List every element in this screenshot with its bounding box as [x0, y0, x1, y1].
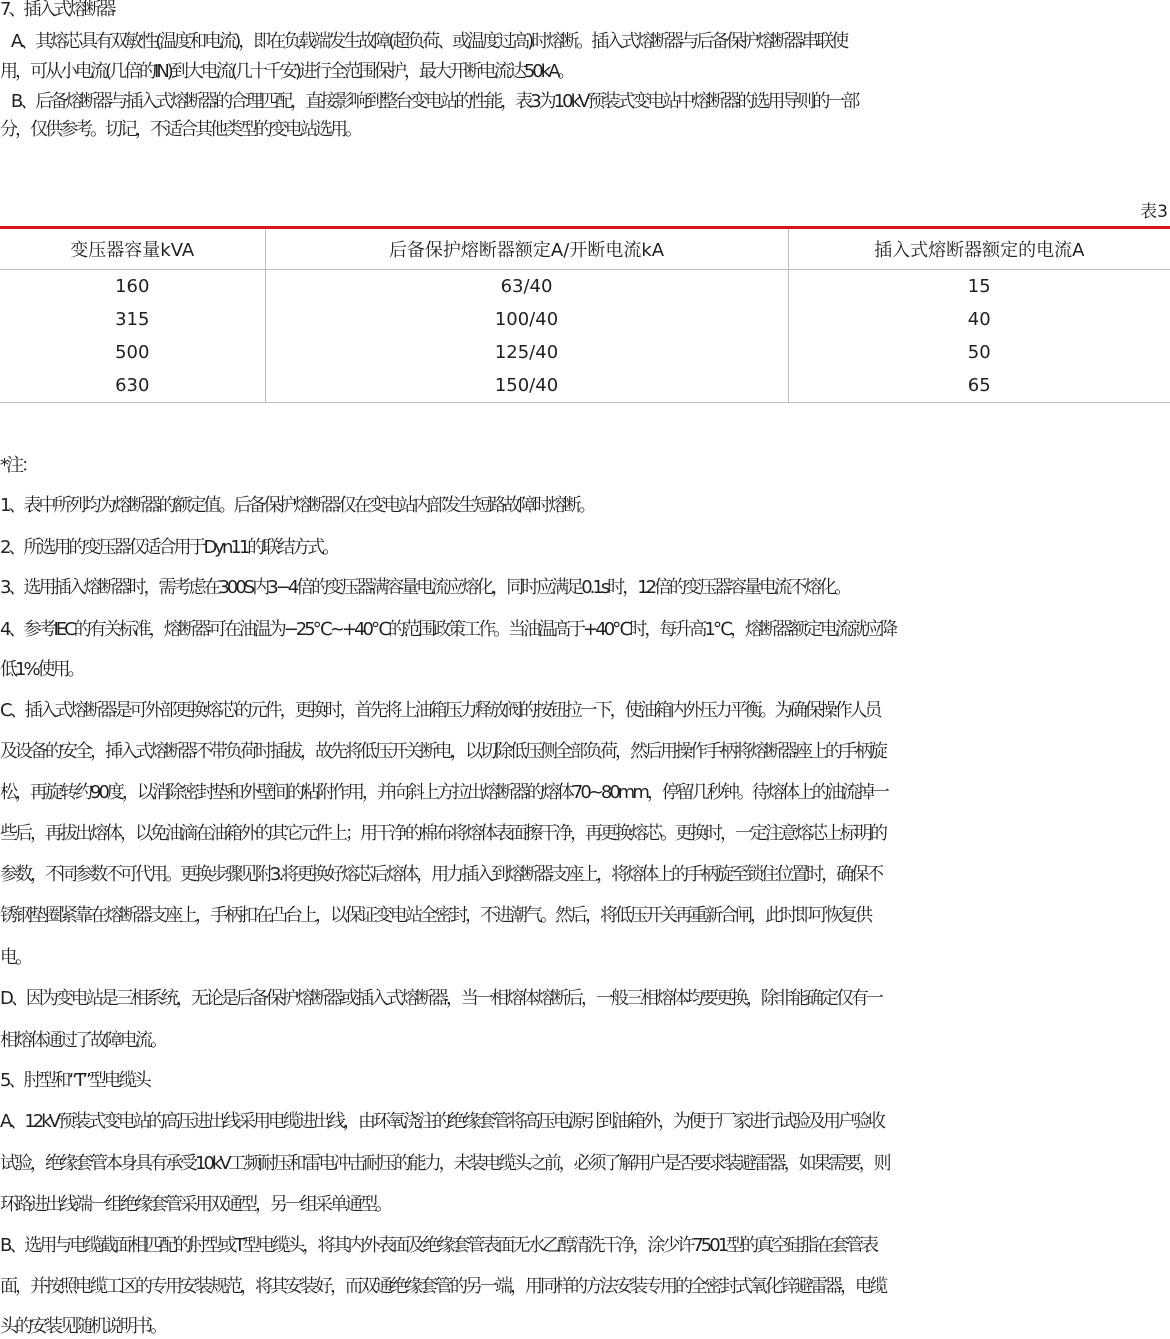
table-row	[0, 336, 1170, 369]
table-cell: 315	[0, 303, 265, 336]
fuse-selection-table	[0, 226, 1170, 403]
notes-heading: *注：	[0, 455, 36, 476]
table-cell: 40	[967, 309, 991, 330]
table-cell: 63/40	[265, 270, 788, 304]
column-header: 变压器容量kVA	[0, 228, 265, 270]
table-cell: 100/40	[265, 303, 788, 336]
paragraph-line: 面，并按照电缆工区的专用安装规范，将其安装好，而双通绝缘套管的另一端，用同样的方法安装专用的全密封式氧化锌避雷器，电缆	[0, 1276, 885, 1297]
paragraph-line: 环路进出线端一组绝缘套管采用双通型，另一组采单通型。	[0, 1194, 390, 1215]
paragraph-line: 松，再旋转约90度，以消除密封垫和外壁间的粘附作用，并向斜上方拉出熔断器的熔体70~80mm，停留几秒钟。待熔体上的油流掉一	[0, 782, 887, 803]
paragraph-line: 锈钢垫圈紧靠在熔断器支座上，手柄扣在凸台上，以保证变电站全密封，不进潮气。然后，将低压开关再重新合闸，此时即可恢复供	[0, 905, 870, 926]
table-caption: 表3	[1140, 202, 1168, 222]
table-header-row	[0, 228, 1170, 270]
paragraph-line: 及设备的安全，揷入式熔断器不带负荷时插拔，故先将低压开关断电，以切除低压侧全部负荷，然后用操作手柄将熔断器座上的手柄旋	[0, 741, 885, 762]
section-heading-plug-in-fuse: 7、插入式熔断器	[0, 0, 114, 20]
table-cell: 50	[967, 342, 991, 363]
paragraph-line: C、插入式熔断器是可外部更换熔芯的元件，更换时，首先将上油箱压力释放阀的按钮拉一下，使油箱内外压力平衡。为确保操作人员	[0, 700, 880, 721]
table-cell: 65	[967, 375, 991, 396]
table-cell: 15	[967, 276, 991, 297]
note-item: 3、选用插入熔断器时，需考虑在300S内3−4倍的变压器满容量电流应熔化，同时应满足0.1s时，12倍的变压器容量电流不熔化。	[0, 577, 850, 598]
paragraph-line: 分，仅供参考。切记，不适合其他类型的变电站选用。	[0, 119, 360, 140]
paragraph-line: B、选用与电缆截面相匹配的肘型或T型电缆头，将其内外表面及绝缘套管表面无水乙醇清洗干净，涂少许7501型的真空硅脂在套管表	[0, 1235, 877, 1256]
table-cell: 125/40	[265, 336, 788, 369]
paragraph-line: 些后，再拔出熔体，以免油滴在油箱外的其它元件上；用干净的棉布将熔体表面擦干净，再更换熔芯。更换时，一定注意熔芯上标明的	[0, 823, 885, 844]
paragraph-line: D、因为变电站是三相系统，无论是后备保护熔断器或插入式熔断器，当一相熔体熔断后，一般三相熔体均要更换，除非能确定仅有一	[0, 988, 881, 1009]
note-item: 低1%使用。	[0, 659, 83, 680]
paragraph-line: 用，可从小电流(几倍的IN)到大电流(几十千安)进行全范围保护，最大开断电流达50kA。	[0, 61, 573, 82]
table-row	[0, 369, 1170, 403]
paragraph-line: 参数，不同参数不可代用。更换步骤见附3.将更换好熔芯后熔体，用力插入到熔断器支座上，将熔体上的手柄旋至锁住位置时，确保不	[0, 864, 882, 885]
note-item: 2、所选用的变压器仅适合用于Dyn11的联结方式。	[0, 537, 338, 558]
column-header: 后备保护熔断器额定A/开断电流kA	[265, 228, 788, 270]
paragraph-line: B、后备熔断器与插入式熔断器的合理匹配，直接影响到整台变电站的性能，表3为10kV预装式变电站中熔断器的选用导则的一部	[0, 91, 858, 112]
paragraph-line: 头的安装见随机说明书。	[0, 1316, 165, 1337]
table-cell: 500	[0, 336, 265, 369]
table-row	[0, 270, 1170, 304]
table-cell: 150/40	[265, 369, 788, 403]
note-item: 1、表中所列均为熔断器的额定值。后备保护熔断器仅在变电站内部发生短路故障时熔断。	[0, 495, 594, 516]
paragraph-line: A、12kV预装式变电站的高压进出线采用电缆进出线，由环氧浇注的绝缘套管将高压电源引到油箱外，为便于厂家进行试验及用户验收	[0, 1111, 883, 1132]
paragraph-line: 相熔体通过了故障电流。	[0, 1030, 165, 1051]
paragraph-line: A、其熔芯具有双敏性(温度和电流)，即在负载端发生故障(超负荷、或温度过高)时熔断。插入式熔断器与后备保护熔断器串联使	[0, 31, 847, 52]
paragraph-line: 电。	[0, 947, 30, 968]
paragraph-line: 试验，绝缘套管本身具有承受10kV工频耐压和雷电冲击耐压的能力，未装电缆头之前，必须了解用户是否要求装避雷器，如果需要，则	[0, 1153, 889, 1174]
section-heading-cable-terminal: 5、肘型和“T”型电缆头	[0, 1070, 149, 1091]
column-header: 插入式熔断器额定的电流A	[788, 228, 1170, 270]
table-cell: 160	[0, 270, 265, 304]
table-cell: 630	[0, 369, 265, 403]
note-item: 4、参考IEC的有关标准，熔断器可在油温为−25℃~+40℃的范围政策工作。当油温高于+40℃时，每升高1℃，熔断器额定电流就应降	[0, 619, 896, 640]
table-row	[0, 303, 1170, 336]
